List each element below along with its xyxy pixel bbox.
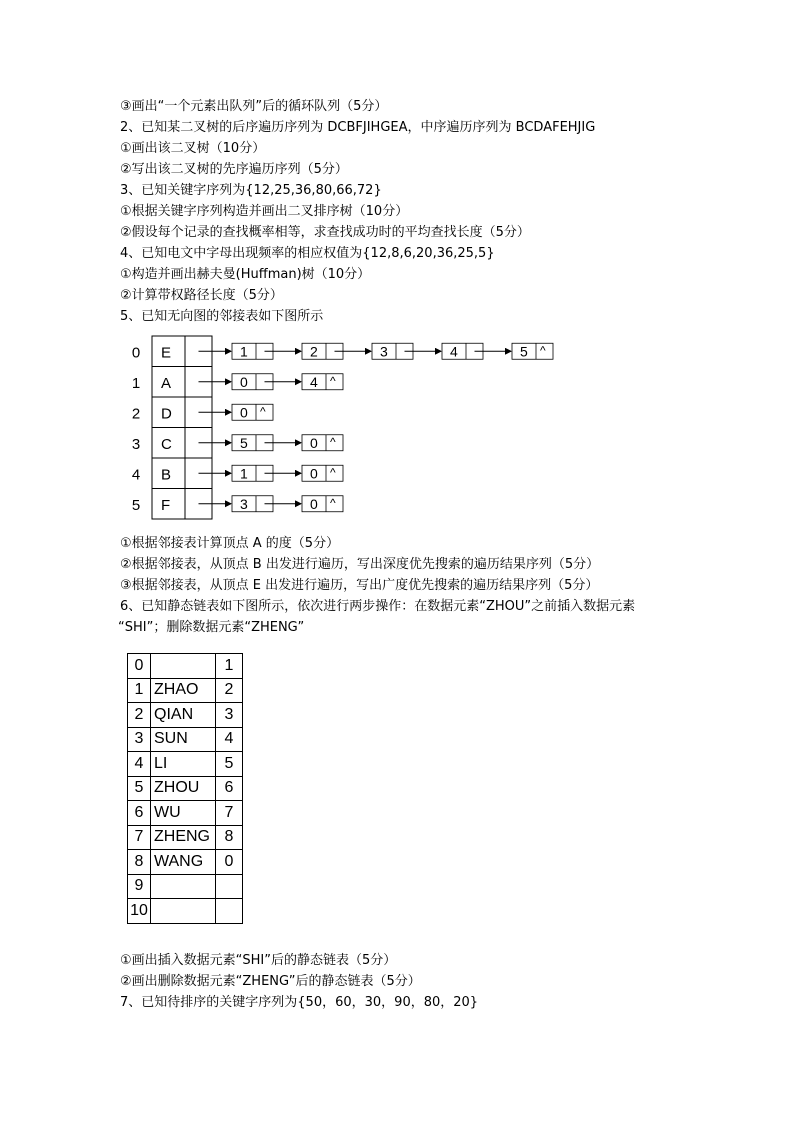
adjvex-label: 4 <box>450 343 458 360</box>
line-q6-1: ①画出插入数据元素“SHI”后的静态链表（5分） <box>120 953 397 968</box>
row-cursor: 7 <box>216 801 243 826</box>
static-list-row <box>128 776 243 801</box>
static-list-row <box>128 703 243 728</box>
row-cursor: 6 <box>216 776 243 801</box>
vertex-label: F <box>161 496 171 514</box>
row-data: SUN <box>151 727 216 752</box>
vertex-index: 3 <box>131 435 141 453</box>
adjvex-label: 3 <box>380 343 388 360</box>
static-list-row <box>128 654 243 679</box>
row-index: 9 <box>128 874 151 899</box>
line-q5-2: ②根据邻接表，从顶点 B 出发进行遍历，写出深度优先搜索的遍历结果序列（5分） <box>120 557 600 572</box>
vertex-label: C <box>161 435 172 453</box>
row-data: ZHAO <box>151 678 216 703</box>
row-cursor: 0 <box>216 850 243 875</box>
adjvex-label: 0 <box>310 465 318 482</box>
row-index: 5 <box>128 776 151 801</box>
adjvex-label: 1 <box>240 343 248 360</box>
line-q1-3: ③画出“一个元素出队列”后的循环队列（5分） <box>120 99 388 114</box>
line-q6-2: ②画出删除数据元素“ZHENG”后的静态链表（5分） <box>120 974 421 989</box>
row-data <box>151 899 216 924</box>
line-q2-1: ①画出该二叉树（10分） <box>120 141 266 156</box>
row-cursor <box>216 899 243 924</box>
adjvex-label: 0 <box>310 495 318 512</box>
row-cursor: 3 <box>216 703 243 728</box>
vertex-label: D <box>161 405 172 423</box>
adjvex-label: 3 <box>240 495 248 512</box>
line-q6: 6、已知静态链表如下图所示，依次进行两步操作：在数据元素“ZHOU”之前插入数据元素 <box>120 599 636 614</box>
vertex-index: 0 <box>131 344 141 362</box>
vertex-index: 2 <box>131 405 141 423</box>
row-data: WU <box>151 801 216 826</box>
static-list-row <box>128 899 243 924</box>
row-cursor: 4 <box>216 727 243 752</box>
row-index: 3 <box>128 727 151 752</box>
line-q7: 7、已知待排序的关键字序列为{50，60，30，90，80，20} <box>120 995 479 1010</box>
static-list-row <box>128 825 243 850</box>
row-index: 2 <box>128 703 151 728</box>
row-data: QIAN <box>151 703 216 728</box>
adjacency-list-diagram <box>124 334 564 520</box>
line-q5: 5、已知无向图的邻接表如下图所示 <box>120 309 324 324</box>
row-index: 0 <box>128 654 151 679</box>
null-pointer: ^ <box>330 373 336 388</box>
line-q4-2: ②计算带权路径长度（5分） <box>120 288 283 303</box>
line-q5-3: ③根据邻接表，从顶点 E 出发进行遍历，写出广度优先搜索的遍历结果序列（5分） <box>120 578 599 593</box>
vertex-index: 4 <box>131 466 141 484</box>
row-data: ZHENG <box>151 825 216 850</box>
static-list-row <box>128 801 243 826</box>
row-data: LI <box>151 752 216 777</box>
adjvex-label: 4 <box>310 373 318 390</box>
null-pointer: ^ <box>330 495 336 510</box>
null-pointer: ^ <box>330 434 336 449</box>
line-q3: 3、已知关键字序列为{12,25,36,80,66,72} <box>120 183 382 198</box>
line-q2-2: ②写出该二叉树的先序遍历序列（5分） <box>120 162 348 177</box>
adjvex-label: 5 <box>520 343 528 360</box>
edge-node <box>232 404 273 420</box>
null-pointer: ^ <box>540 343 546 358</box>
row-cursor: 1 <box>216 654 243 679</box>
static-linked-list-table <box>127 653 243 924</box>
edge-node <box>512 343 553 359</box>
edge-node <box>302 465 343 481</box>
line-q4-1: ①构造并画出赫夫曼(Huffman)树（10分） <box>120 267 371 282</box>
row-data: ZHOU <box>151 776 216 801</box>
null-pointer: ^ <box>260 404 266 419</box>
line-q2: 2、已知某二叉树的后序遍历序列为 DCBFJIHGEA，中序遍历序列为 BCDAFEHJIG <box>120 120 596 135</box>
static-list-row <box>128 850 243 875</box>
row-index: 10 <box>128 899 151 924</box>
static-list-row <box>128 727 243 752</box>
null-pointer: ^ <box>330 465 336 480</box>
line-q3-1: ①根据关键字序列构造并画出二叉排序树（10分） <box>120 204 409 219</box>
static-list-row <box>128 678 243 703</box>
edge-node <box>302 496 343 512</box>
vertex-index: 1 <box>131 374 141 392</box>
static-list-row <box>128 752 243 777</box>
row-index: 4 <box>128 752 151 777</box>
row-index: 7 <box>128 825 151 850</box>
vertex-index: 5 <box>131 496 141 514</box>
row-cursor: 8 <box>216 825 243 850</box>
edge-node <box>302 374 343 390</box>
adjvex-label: 0 <box>310 434 318 451</box>
row-index: 8 <box>128 850 151 875</box>
row-index: 6 <box>128 801 151 826</box>
line-q4: 4、已知电文中字母出现频率的相应权值为{12,8,6,20,36,25,5} <box>120 246 495 261</box>
row-data <box>151 654 216 679</box>
row-cursor <box>216 874 243 899</box>
vertex-label: A <box>161 374 172 392</box>
adjvex-label: 5 <box>240 434 248 451</box>
adjvex-label: 2 <box>310 343 318 360</box>
adjvex-label: 0 <box>240 373 248 390</box>
row-index: 1 <box>128 678 151 703</box>
line-q3-2: ②假设每个记录的查找概率相等，求查找成功时的平均查找长度（5分） <box>120 225 530 240</box>
edge-node <box>302 435 343 451</box>
line-q5-1: ①根据邻接表计算顶点 A 的度（5分） <box>120 536 340 551</box>
line-q6-cont: “SHI”；删除数据元素“ZHENG” <box>118 620 305 635</box>
static-list-row <box>128 874 243 899</box>
adjvex-label: 1 <box>240 465 248 482</box>
vertex-label: E <box>161 344 172 362</box>
row-data: WANG <box>151 850 216 875</box>
row-cursor: 5 <box>216 752 243 777</box>
vertex-label: B <box>161 466 172 484</box>
adjvex-label: 0 <box>240 404 248 421</box>
row-data <box>151 874 216 899</box>
row-cursor: 2 <box>216 678 243 703</box>
